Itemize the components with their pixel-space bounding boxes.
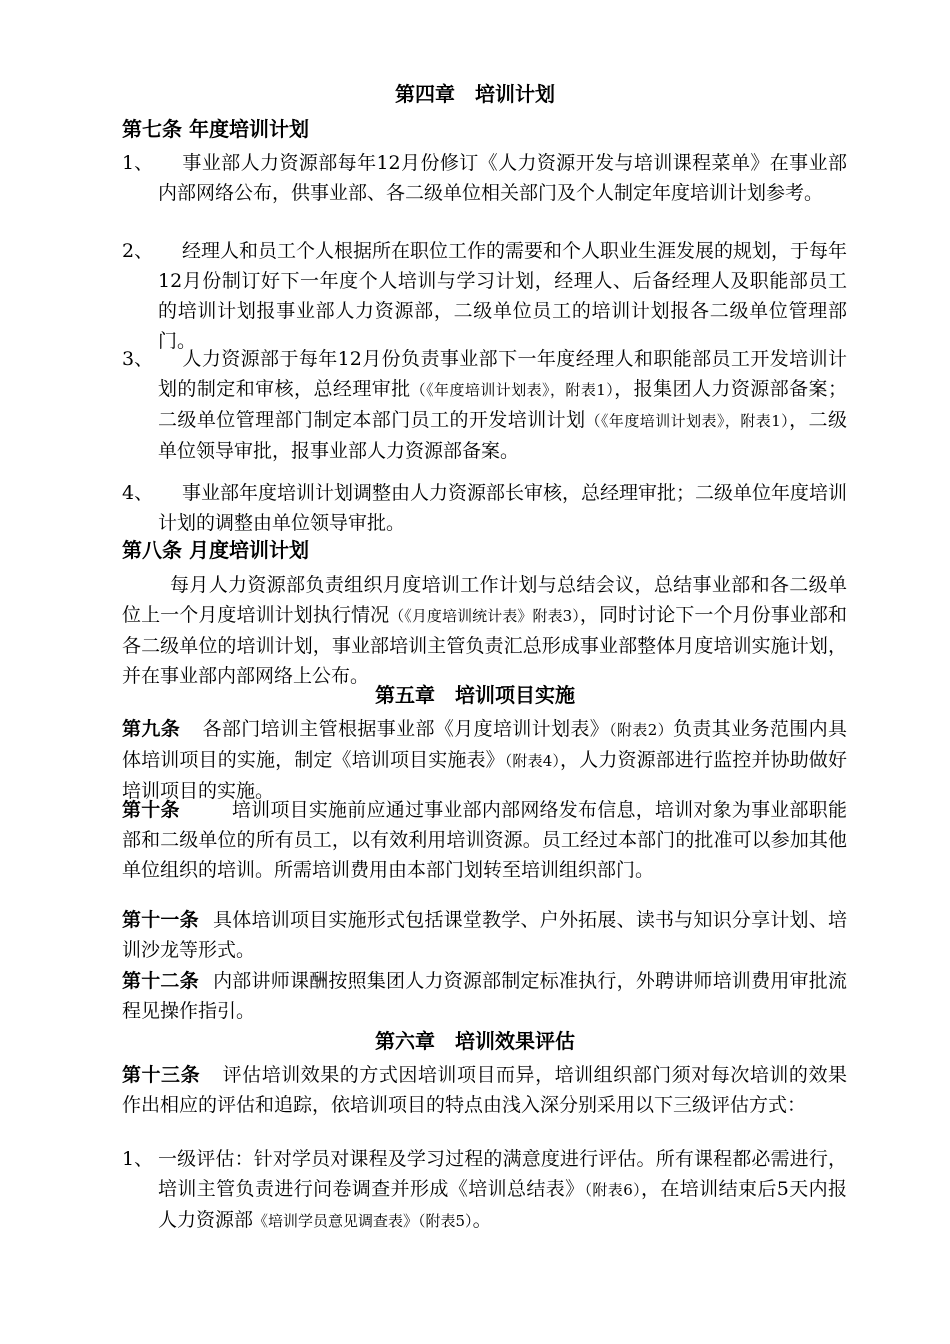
- article-7-item-1: [122, 148, 847, 208]
- article-12-paragraph: 第十二条 内部讲师课酬按照集团人力资源部制定标准执行，外聘讲师培训费用审批流程见操作指引。: [122, 970, 847, 1022]
- article-10-paragraph: 第十条 培训项目实施前应通过事业部内部网络发布信息，培训对象为事业部职能部和二级单位的所有员工，以有效利用培训资源。员工经过本部门的批准可以参加其他单位组织的培训。所需培训费用由本部门划转至培训组织部门。: [122, 799, 847, 881]
- article-7-item-4: [122, 478, 847, 538]
- article-13-paragraph: 第十三条 评估培训效果的方式因培训项目而异，培训组织部门须对每次培训的效果作出相应的评估和追踪，依培训项目的特点由浅入深分别采用以下三级评估方式：: [122, 1064, 847, 1116]
- article-13-label: 第十三条: [122, 1064, 201, 1086]
- article-11-label: 第十一条: [122, 909, 199, 931]
- article-9-paragraph: 第九条 各部门培训主管根据事业部《月度培训计划表》（附表2）负责其业务范围内具体培训项目的实施，制定《培训项目实施表》（附表4），人力资源部进行监控并协助做好培训项目的实施。: [122, 718, 847, 802]
- item-text: 一级评估：针对学员对课程及学习过程的满意度进行评估。所有课程都必需进行，培训主管负责进行问卷调查并形成《培训总结表》（附表6），在培训结束后5天内报人力资源部《培训学员意见调查表》（附表5）。: [158, 1148, 847, 1231]
- article-10-label: 第十条: [122, 799, 180, 821]
- item-number: 1、: [122, 1148, 154, 1170]
- item-number: 3、: [122, 348, 154, 370]
- article-11-paragraph: 第十一条 具体培训项目实施形式包括课堂教学、户外拓展、读书与知识分享计划、培训沙龙等形式。: [122, 909, 847, 961]
- article-8-heading: 第八条 月度培训计划: [122, 538, 309, 562]
- item-text: 事业部人力资源部每年12月份修订《人力资源开发与培训课程菜单》在事业部内部网络公布，供事业部、各二级单位相关部门及个人制定年度培训计划参考。: [158, 152, 847, 204]
- article-8-paragraph: 每月人力资源部负责组织月度培训工作计划与总结会议，总结事业部和各二级单位上一个月度培训计划执行情况（《月度培训统计表》附表3），同时讨论下一个月份事业部和各二级单位的培训计划，事业部培训主管负责汇总形成事业部整体月度培训实施计划，并在事业部内部网络上公布。: [122, 574, 847, 687]
- chapter-4-heading: 第四章 培训计划: [395, 82, 555, 106]
- article-7-item-2: [122, 236, 847, 356]
- chapter-6-heading: 第六章 培训效果评估: [375, 1029, 575, 1053]
- item-text: 经理人和员工个人根据所在职位工作的需要和个人职业生涯发展的规划，于每年12月份制订好下一年度个人培训与学习计划，经理人、后备经理人及职能部员工的培训计划报事业部人力资源部，二级单位员工的培训计划报各二级单位管理部门。: [158, 240, 848, 352]
- chapter-5-heading: 第五章 培训项目实施: [375, 683, 575, 707]
- article-13-item-1: [122, 1144, 847, 1236]
- article-12-label: 第十二条: [122, 970, 199, 992]
- item-number: 2、: [122, 240, 154, 262]
- article-9-label: 第九条: [122, 718, 181, 740]
- item-text: 事业部年度培训计划调整由人力资源部长审核，总经理审批；二级单位年度培训计划的调整由单位领导审批。: [158, 482, 848, 534]
- item-number: 1、: [122, 152, 154, 174]
- article-7-item-3: [122, 344, 847, 466]
- item-text: 人力资源部于每年12月份负责事业部下一年度经理人和职能部员工开发培训计划的制定和审核，总经理审批（《年度培训计划表》，附表1），报集团人力资源部备案；二级单位管理部门制定本部门员工的开发培训计划（《年度培训计划表》，附表1），二级单位领导审批，报事业部人力资源部备案。: [158, 348, 847, 462]
- article-7-heading: 第七条 年度培训计划: [122, 117, 309, 141]
- item-number: 4、: [122, 482, 154, 504]
